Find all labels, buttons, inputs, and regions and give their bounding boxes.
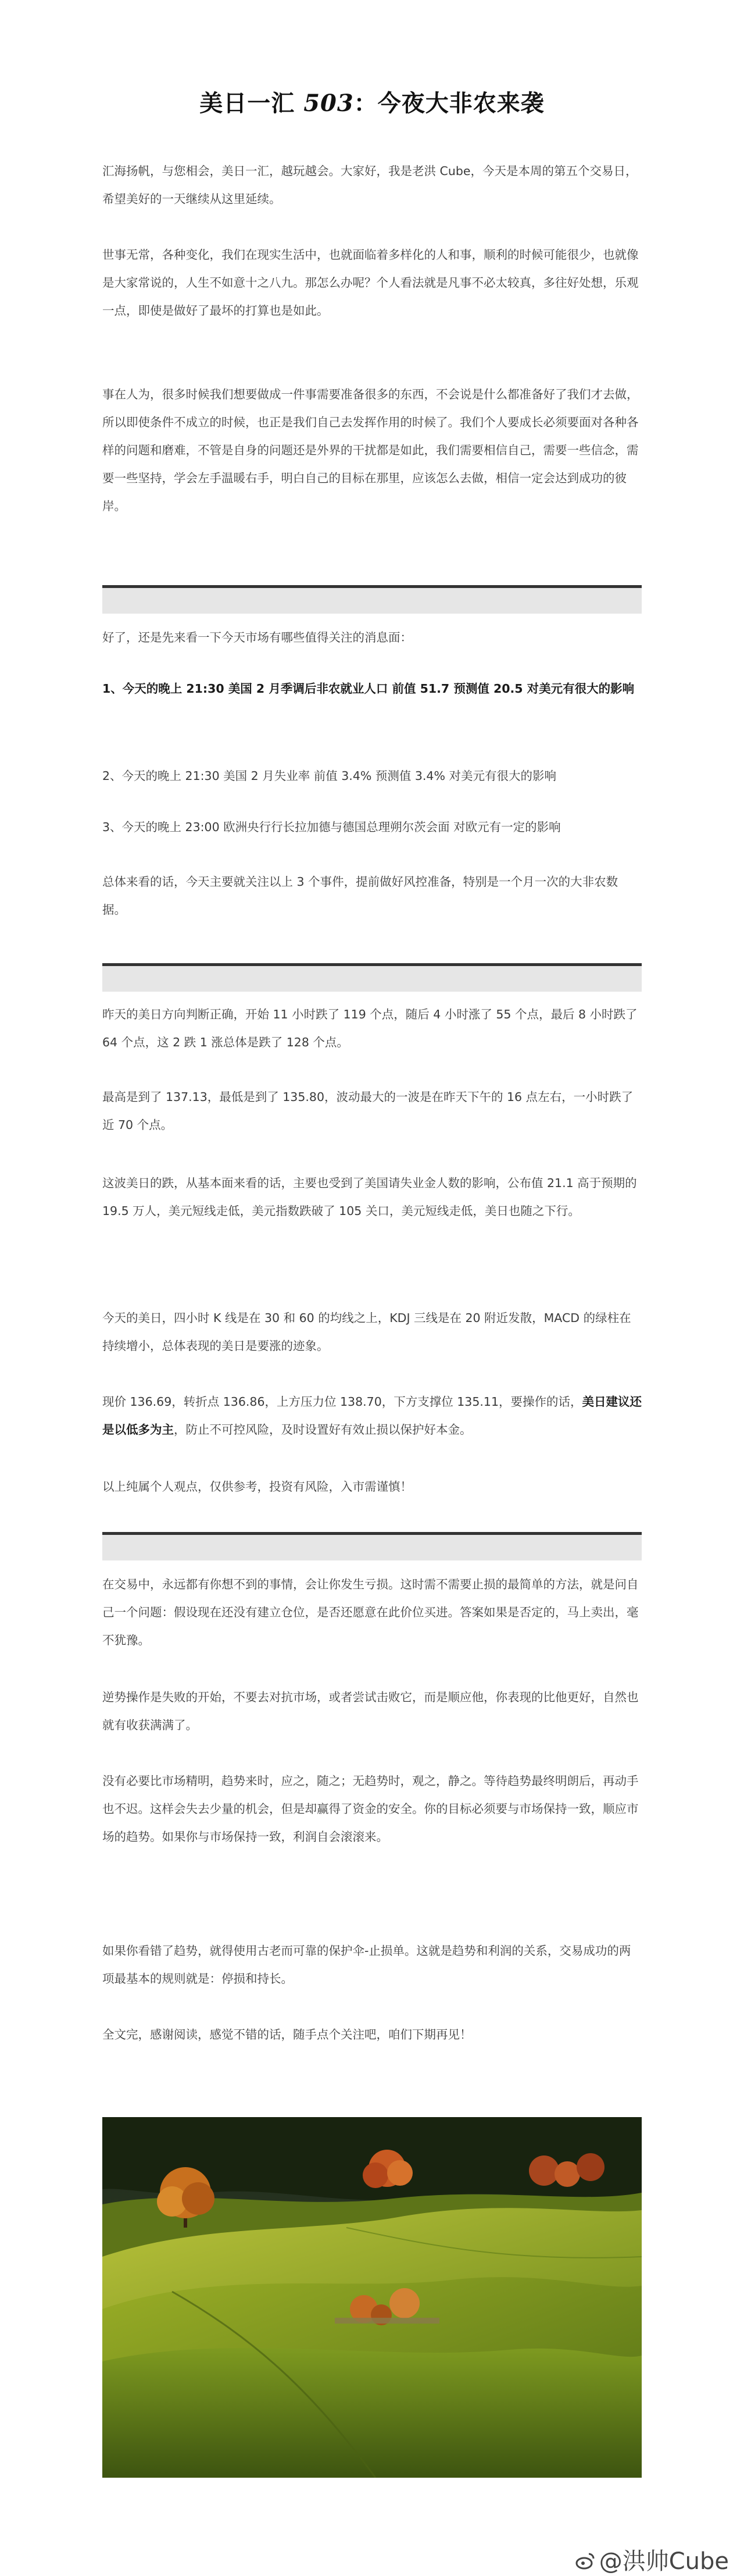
analysis-text-4: 今天的美日，四小时 K 线是在 30 和 60 的均线之上，KDJ 三线是在 20 附近发散，MACD 的绿柱在持续增小，总体表现的美日是要涨的迹象。 xyxy=(102,1311,631,1353)
title-prefix: 美日一汇 xyxy=(199,90,304,117)
closing-paragraph-3 xyxy=(102,1767,642,1851)
events-summary xyxy=(102,868,642,924)
closing-text-1: 在交易中，永远都有你想不到的事情，会让你发生亏损。这时需不需要止损的最简单的方法，就是问自己一个问题：假设现在还没有建立仓位，是否还愿意在此价位买进。答案如果是否定的，马上卖出，毫不犹豫。 xyxy=(102,1577,639,1647)
intro-paragraph-3 xyxy=(102,380,642,520)
intro-paragraph-2 xyxy=(102,241,642,325)
closing-paragraph-2 xyxy=(102,1683,642,1739)
closing-text-3: 没有必要比市场精明，趋势来时，应之，随之；无趋势时，观之，静之。等待趋势最终明朗后，再动手也不迟。这样会失去少量的机会，但是却赢得了资金的安全。你的目标必须要与市场保持一致，顺应市场的趋势。如果你与市场保持一致，利润自会滚滚来。 xyxy=(102,1774,639,1844)
title-suffix: ：今夜大非农来袭 xyxy=(353,90,545,117)
event-item-3 xyxy=(102,813,642,841)
events-summary-text: 总体来看的话，今天主要就关注以上 3 个事件，提前做好风控准备，特别是一个月一次的大非农数据。 xyxy=(102,875,618,917)
analysis-text-1: 昨天的美日方向判断正确，开始 11 小时跌了 119 个点，随后 4 小时涨了 55 个点，最后 8 小时跌了 64 个点，这 2 跌 1 涨总体是跌了 128 个点。 xyxy=(102,1007,638,1049)
event-item-3-text: 3、今天的晚上 23:00 欧洲央行行长拉加德与德国总理朔尔茨会面 对欧元有一定的影响 xyxy=(102,820,561,834)
event-item-1 xyxy=(102,675,642,703)
closing-paragraph-1 xyxy=(102,1570,642,1654)
closing-paragraph-4 xyxy=(102,1937,642,1993)
title-number: 503 xyxy=(303,90,354,117)
trade-suggestion: 美日建议还是以低多为主 xyxy=(102,1395,642,1437)
intro-text-3: 事在人为，很多时候我们想要做成一件事需要准备很多的东西，不会说是什么都准备好了我们才去做，所以即使条件不成立的时候，也正是我们自己去发挥作用的时候了。我们个人要成长必须要面对各种各样的问题和磨难，不管是自身的问题还是外界的干扰都是如此，我们需要相信自己，需要一些信念，需要一些坚持，学会左手温暖右手，明白自己的目标在那里，应该怎么去做，相信一定会达到成功的彼岸。 xyxy=(102,387,639,513)
event-item-1-text: 1、今天的晚上 21:30 美国 2 月季调后非农就业人口 前值 51.7 预测值 20.5 对美元有很大的影响 xyxy=(102,682,635,696)
analysis-paragraph-1 xyxy=(102,1000,642,1056)
analysis-text-5: 现价 136.69，转折点 136.86，上方压力位 138.70，下方支撑位 135.11，要操作的话， xyxy=(102,1395,582,1409)
section-divider-1 xyxy=(102,585,642,614)
event-item-2-text: 2、今天的晚上 21:30 美国 2 月失业率 前值 3.4% 预测值 3.4% 对美元有很大的影响 xyxy=(102,769,556,783)
section-divider-3 xyxy=(102,1532,642,1560)
analysis-text-5-tail: ，防止不可控风险，及时设置好有效止损以保护好本金。 xyxy=(174,1423,472,1437)
disclaimer-text: 以上纯属个人观点，仅供参考，投资有风险，入市需谨慎！ xyxy=(102,1480,412,1494)
intro-text-1: 汇海扬帆，与您相会，美日一汇，越玩越会。大家好，我是老洪 Cube，今天是本周的第五个交易日，希望美好的一天继续从这里延续。 xyxy=(102,164,638,206)
analysis-paragraph-4 xyxy=(102,1304,642,1360)
analysis-text-3: 这波美日的跌，从基本面来看的话，主要也受到了美国请失业金人数的影响，公布值 21.1 高于预期的 19.5 万人，美元短线走低，美元指数跌破了 105 关口，美元短线走低，美日也随之下行。 xyxy=(102,1176,637,1218)
event-item-2 xyxy=(102,762,642,790)
closing-text-4: 如果你看错了趋势，就得使用古老而可靠的保护伞-止损单。这就是趋势和利润的关系，交易成功的两项最基本的规则就是：停损和持长。 xyxy=(102,1944,631,1986)
events-intro-text: 好了，还是先来看一下今天市场有哪些值得关注的消息面： xyxy=(102,630,412,644)
disclaimer xyxy=(102,1473,642,1501)
closing-text-5: 全文完，感谢阅读，感觉不错的话，随手点个关注吧，咱们下期再见！ xyxy=(102,2028,472,2041)
closing-text-2: 逆势操作是失败的开始，不要去对抗市场，或者尝试击败它，而是顺应他，你表现的比他更好，自然也就有收获满满了。 xyxy=(102,1690,639,1732)
analysis-paragraph-3 xyxy=(102,1169,642,1225)
watermark xyxy=(575,2543,729,2576)
landscape-photo xyxy=(102,2117,642,2478)
analysis-paragraph-2 xyxy=(102,1083,642,1139)
intro-paragraph-1 xyxy=(102,157,642,213)
analysis-paragraph-5 xyxy=(102,1388,642,1444)
analysis-text-2: 最高是到了 137.13，最低是到了 135.80，波动最大的一波是在昨天下午的 16 点左右，一小时跌了近 70 个点。 xyxy=(102,1090,634,1132)
page-title xyxy=(0,85,744,118)
intro-text-2: 世事无常，各种变化，我们在现实生活中，也就面临着多样化的人和事，顺利的时候可能很少，也就像是大家常说的，人生不如意十之八九。那怎么办呢？个人看法就是凡事不必太较真，多往好处想，乐观一点，即使是做好了最坏的打算也是如此。 xyxy=(102,248,639,318)
weibo-icon xyxy=(575,2550,596,2571)
events-intro xyxy=(102,623,642,651)
watermark-text: @洪帅Cube xyxy=(599,2548,729,2575)
closing-paragraph-5 xyxy=(102,2021,642,2048)
section-divider-2 xyxy=(102,963,642,992)
